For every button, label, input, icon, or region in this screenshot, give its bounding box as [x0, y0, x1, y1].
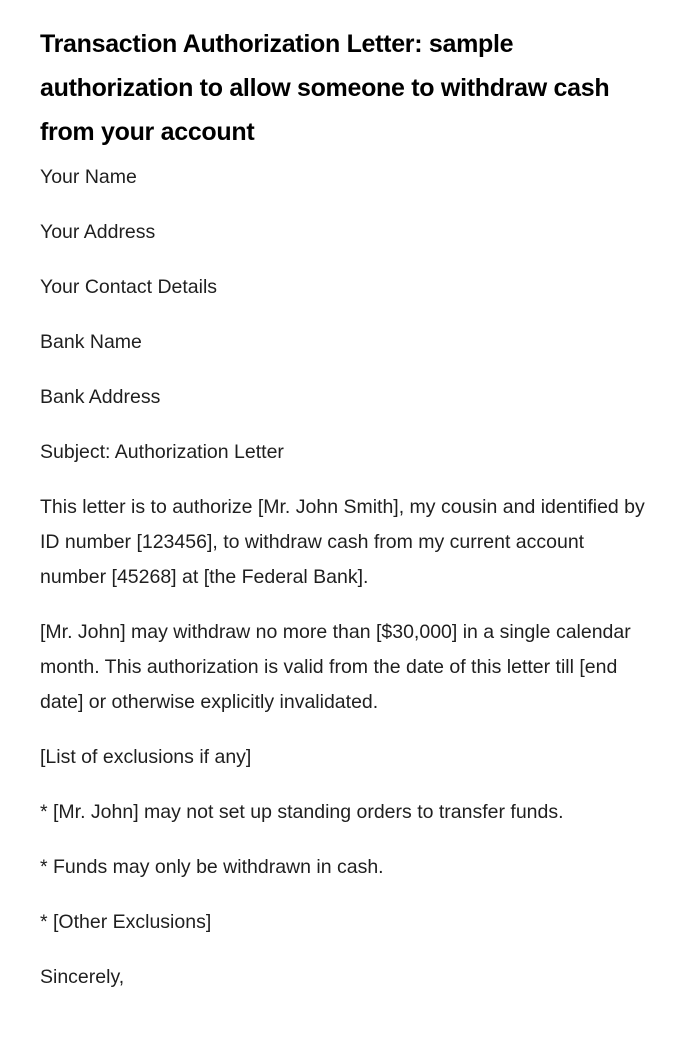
subject-line: Subject: Authorization Letter	[40, 441, 284, 463]
closing: Sincerely,	[40, 966, 125, 988]
bank-name: Bank Name	[40, 331, 142, 353]
sender-name: Your Name	[40, 166, 137, 188]
document-title: Transaction Authorization Letter: sample authorization to allow someone to withdraw cash from your account	[40, 30, 610, 146]
exclusion-item: * [Mr. John] may not set up standing orders to transfer funds.	[40, 801, 564, 823]
bank-address: Bank Address	[40, 386, 161, 408]
withdrawal-limit-paragraph: [Mr. John] may withdraw no more than [$30,000] in a single calendar month. This authorization is valid from the date of this letter till [end date] or otherwise explicitly invalidated.	[40, 621, 631, 713]
exclusions-heading: [List of exclusions if any]	[40, 746, 252, 768]
sender-contact-details: Your Contact Details	[40, 276, 218, 298]
sender-address: Your Address	[40, 221, 156, 243]
authorization-paragraph: This letter is to authorize [Mr. John Smith], my cousin and identified by ID number [123456], to withdraw cash from my current account number [45268] at [the Federal Bank].	[40, 496, 645, 588]
exclusion-item: * [Other Exclusions]	[40, 911, 212, 933]
exclusion-item: * Funds may only be withdrawn in cash.	[40, 856, 384, 878]
